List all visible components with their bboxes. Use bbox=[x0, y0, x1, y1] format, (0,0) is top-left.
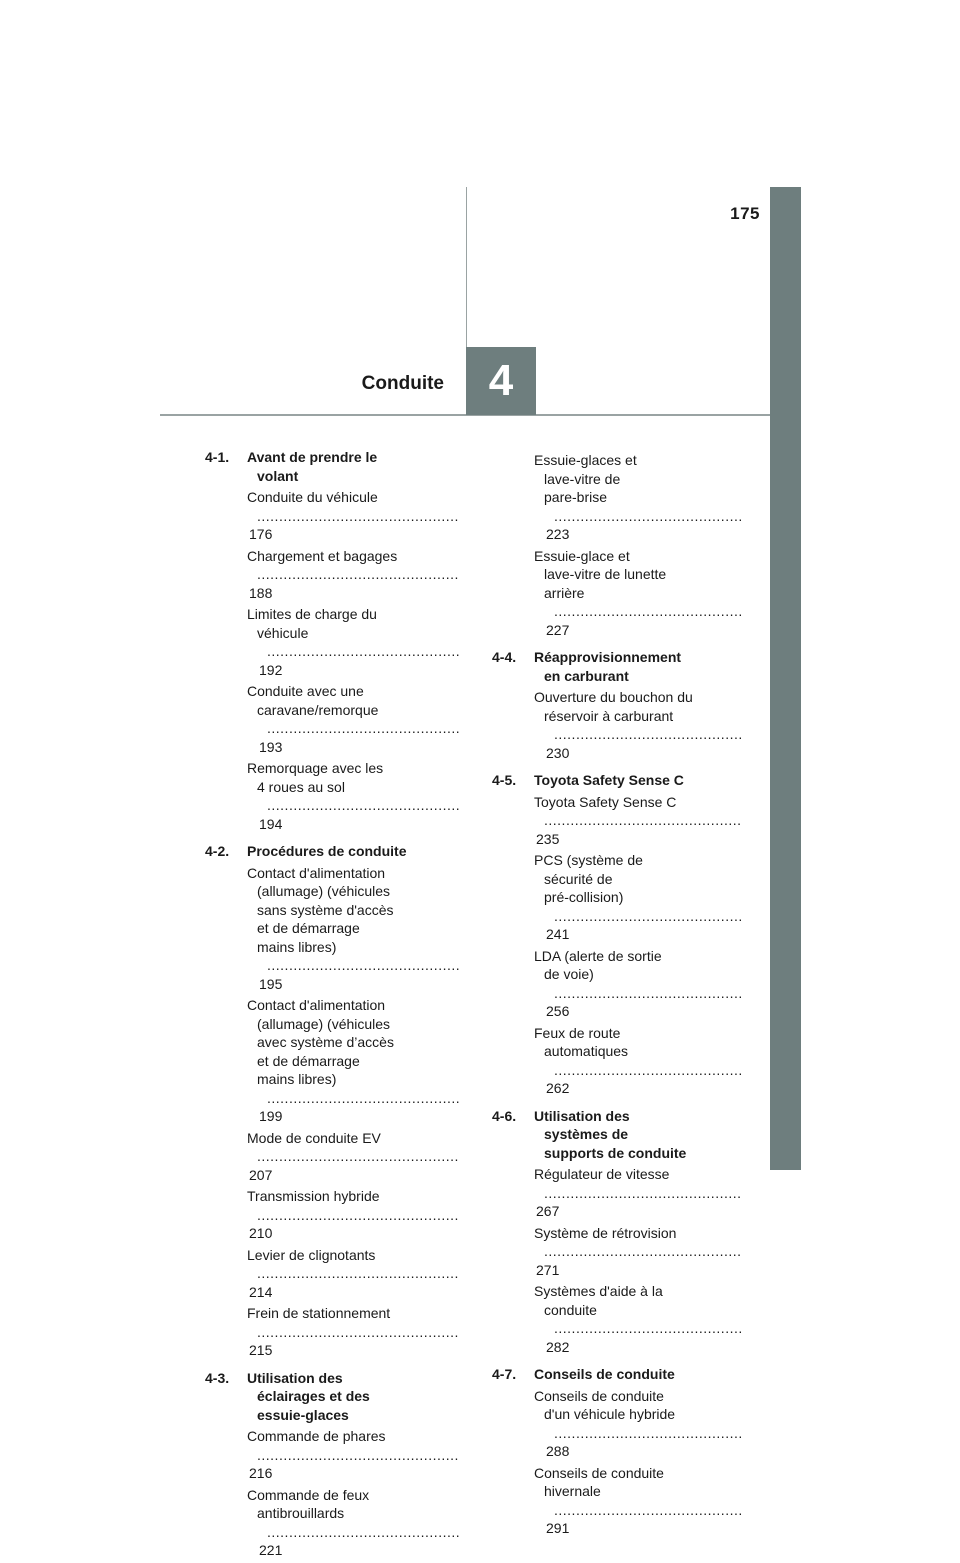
toc-entry-line: (allumage) (véhicules bbox=[257, 1015, 391, 1032]
section-title-line: Réapprovisionnement bbox=[534, 649, 682, 665]
toc-page-number: 195 bbox=[259, 975, 283, 992]
toc-entry-leader-line bbox=[247, 1427, 460, 1483]
toc-entry-text: arrière bbox=[544, 584, 585, 601]
dot-leader bbox=[544, 984, 742, 1003]
chapter-title: Conduite bbox=[361, 373, 444, 394]
chapter-side-tab bbox=[770, 187, 801, 1170]
toc-entry-leader-line bbox=[534, 1224, 742, 1280]
toc-entry-leader-line bbox=[534, 1301, 742, 1357]
section-title bbox=[534, 1107, 742, 1163]
dot-leader bbox=[544, 1319, 742, 1338]
section-title-line: Conseils de conduite bbox=[534, 1366, 675, 1382]
toc-entry[interactable] bbox=[534, 1387, 742, 1461]
section-title-line: en carburant bbox=[544, 667, 629, 684]
section-title bbox=[247, 448, 460, 485]
section-number: 4-7. bbox=[492, 1366, 517, 1382]
toc-entry-line: et de démarrage bbox=[257, 920, 360, 936]
toc-entry-leader-line bbox=[534, 965, 742, 1021]
toc-entry-text: Toyota Safety Sense C bbox=[534, 793, 677, 810]
section-title-line: Avant de prendre le bbox=[247, 449, 378, 465]
section-title-line: essuie-glaces bbox=[257, 1406, 349, 1423]
toc-entry-text: Système de rétrovision bbox=[534, 1224, 677, 1241]
dot-leader bbox=[247, 565, 460, 584]
toc-entry-leader-line bbox=[247, 701, 460, 757]
toc-entry[interactable] bbox=[534, 947, 742, 1021]
toc-entry[interactable] bbox=[247, 605, 460, 679]
toc-entry-leader-line bbox=[534, 1165, 742, 1221]
toc-entry-leader-line bbox=[247, 1070, 460, 1126]
dot-leader bbox=[247, 1147, 460, 1166]
toc-page-number: 271 bbox=[536, 1261, 560, 1278]
toc-entry-leader-line bbox=[534, 1482, 742, 1538]
dot-leader bbox=[544, 1061, 742, 1080]
toc-entry[interactable] bbox=[247, 759, 460, 833]
toc-entry-line: Ouverture du bouchon du bbox=[534, 689, 693, 705]
toc-entry-text: réservoir à carburant bbox=[544, 707, 674, 724]
toc-page-number: 230 bbox=[546, 744, 570, 761]
toc-entry-line: Conduite avec une bbox=[247, 683, 364, 699]
toc-entry-text: d'un véhicule hybride bbox=[544, 1406, 676, 1422]
toc-entry-leader-line bbox=[247, 1129, 460, 1185]
toc-entry-leader-line bbox=[534, 1042, 742, 1098]
toc-page-number: 214 bbox=[249, 1283, 273, 1300]
toc-page-number: 216 bbox=[249, 1465, 273, 1481]
toc-page-number: 221 bbox=[259, 1542, 283, 1558]
dot-leader bbox=[544, 602, 742, 621]
toc-entry[interactable] bbox=[534, 1464, 742, 1538]
toc-section-heading bbox=[492, 771, 742, 790]
toc-entry-line: sans système d'accès bbox=[257, 901, 394, 918]
toc-entry-leader-line bbox=[247, 1187, 460, 1243]
chapter-number-box: 4 bbox=[466, 347, 536, 415]
toc-entry-line: avec système d’accès bbox=[257, 1034, 394, 1050]
toc-entry-leader-line bbox=[247, 624, 460, 680]
toc-entry[interactable] bbox=[534, 547, 742, 640]
section-number: 4-1. bbox=[205, 449, 230, 465]
toc-entry-leader-line bbox=[247, 938, 460, 994]
toc-entry-leader-line bbox=[247, 1246, 460, 1302]
section-title-line: Procédures de conduite bbox=[247, 843, 407, 859]
toc-entry-text: Chargement et bagages bbox=[247, 547, 398, 564]
toc-entry[interactable] bbox=[247, 1486, 460, 1560]
toc-entry-leader-line bbox=[534, 707, 742, 763]
dot-leader bbox=[534, 811, 742, 830]
toc-entry[interactable] bbox=[247, 1304, 460, 1360]
toc-entry-text: Frein de stationnement bbox=[247, 1305, 391, 1321]
section-title-line: Utilisation des bbox=[247, 1369, 343, 1386]
toc-right-column bbox=[492, 451, 742, 1541]
toc-entry-line: Systèmes d'aide à la bbox=[534, 1283, 663, 1299]
toc-entry-text: caravane/remorque bbox=[257, 701, 379, 718]
toc-entry[interactable] bbox=[534, 451, 742, 544]
dot-leader bbox=[544, 907, 742, 926]
section-number: 4-6. bbox=[492, 1107, 517, 1124]
toc-left-column bbox=[205, 448, 460, 1563]
section-title-line: Utilisation des bbox=[534, 1107, 630, 1124]
section-title-line: éclairages et des bbox=[257, 1388, 370, 1404]
toc-page-number: 282 bbox=[546, 1338, 570, 1355]
toc-page-number: 262 bbox=[546, 1080, 570, 1096]
toc-entry-text: Conduite du véhicule bbox=[247, 489, 378, 505]
dot-leader bbox=[534, 1184, 742, 1203]
toc-entry-line: et de démarrage bbox=[257, 1052, 360, 1069]
toc-entry-text: conduite bbox=[544, 1301, 597, 1318]
toc-entry[interactable] bbox=[247, 1427, 460, 1483]
toc-entry-text: 4 roues au sol bbox=[257, 778, 345, 795]
toc-entry-text: Mode de conduite EV bbox=[247, 1129, 381, 1146]
dot-leader bbox=[257, 642, 460, 661]
toc-page-number: 199 bbox=[259, 1108, 283, 1124]
toc-entry-text: Régulateur de vitesse bbox=[534, 1166, 670, 1182]
dot-leader bbox=[247, 1264, 460, 1283]
toc-entry-line: Essuie-glaces et bbox=[534, 452, 637, 468]
toc-entry[interactable] bbox=[534, 1282, 742, 1356]
toc-page-number: 288 bbox=[546, 1443, 570, 1459]
toc-page-number: 256 bbox=[546, 1003, 570, 1019]
toc-page-number: 267 bbox=[536, 1203, 560, 1219]
toc-entry-line: Essuie-glace et bbox=[534, 547, 630, 564]
toc-page-number: 193 bbox=[259, 738, 283, 755]
toc-page-number: 227 bbox=[546, 621, 570, 638]
toc-entry[interactable] bbox=[247, 682, 460, 756]
dot-leader bbox=[534, 1242, 742, 1261]
toc-entry-line: Remorquage avec les bbox=[247, 760, 384, 776]
toc-entry-leader-line bbox=[534, 488, 742, 544]
dot-leader bbox=[247, 1206, 460, 1225]
section-number: 4-4. bbox=[492, 649, 517, 665]
toc-entry-line: Feux de route bbox=[534, 1024, 621, 1041]
toc-entry-text: automatiques bbox=[544, 1043, 629, 1059]
toc-section-heading bbox=[492, 1365, 742, 1384]
toc-entry-leader-line bbox=[534, 888, 742, 944]
toc-entry-text: Commande de phares bbox=[247, 1428, 386, 1444]
toc-entry-text: pré-collision) bbox=[544, 889, 624, 905]
toc-entry-leader-line bbox=[247, 778, 460, 834]
toc-entry[interactable] bbox=[534, 851, 742, 944]
toc-entry[interactable] bbox=[247, 996, 460, 1126]
toc-section-heading bbox=[205, 448, 460, 485]
toc-entry-text: pare-brise bbox=[544, 489, 608, 505]
dot-leader bbox=[544, 1501, 742, 1520]
toc-entry-leader-line bbox=[247, 1504, 460, 1560]
toc-section-heading bbox=[492, 1107, 742, 1163]
dot-leader bbox=[544, 507, 742, 526]
dot-leader bbox=[247, 1323, 460, 1342]
toc-entry[interactable] bbox=[534, 793, 742, 849]
toc-entry-text: hivernale bbox=[544, 1483, 601, 1499]
section-number: 4-3. bbox=[205, 1369, 230, 1386]
toc-entry-line: Conseils de conduite bbox=[534, 1387, 664, 1404]
toc-entry[interactable] bbox=[247, 864, 460, 994]
dot-leader bbox=[257, 796, 460, 815]
section-title bbox=[247, 1369, 460, 1425]
section-title-line: supports de conduite bbox=[544, 1144, 687, 1161]
toc-entry-leader-line bbox=[247, 547, 460, 603]
toc-page-number: 241 bbox=[546, 926, 570, 942]
dot-leader bbox=[247, 1446, 460, 1465]
section-title-line: Toyota Safety Sense C bbox=[534, 772, 684, 788]
dot-leader bbox=[247, 507, 460, 526]
toc-page-number: 192 bbox=[259, 661, 283, 678]
toc-page-number: 210 bbox=[249, 1225, 273, 1241]
section-title bbox=[534, 648, 742, 685]
toc-page-number: 223 bbox=[546, 526, 570, 542]
toc-entry[interactable] bbox=[534, 1165, 742, 1221]
toc-section-heading bbox=[492, 648, 742, 685]
toc-entry-line: Contact d'alimentation bbox=[247, 864, 386, 881]
dot-leader bbox=[257, 1089, 460, 1108]
toc-entry-line: lave-vitre de bbox=[544, 470, 621, 487]
toc-entry-text: véhicule bbox=[257, 624, 309, 641]
toc-page-number: 215 bbox=[249, 1342, 273, 1358]
toc-entry-text: antibrouillards bbox=[257, 1505, 345, 1521]
toc-entry-text: de voie) bbox=[544, 966, 594, 982]
toc-entry[interactable] bbox=[247, 1246, 460, 1302]
dot-leader bbox=[544, 725, 742, 744]
section-number: 4-2. bbox=[205, 843, 230, 859]
toc-entry[interactable] bbox=[247, 1129, 460, 1185]
toc-entry[interactable] bbox=[534, 688, 742, 762]
toc-entry[interactable] bbox=[247, 488, 460, 544]
toc-entry-line: lave-vitre de lunette bbox=[544, 566, 667, 582]
dot-leader bbox=[257, 956, 460, 975]
toc-page-number: 291 bbox=[546, 1520, 570, 1536]
toc-entry-text: mains libres) bbox=[257, 1071, 337, 1087]
toc-page-number: 188 bbox=[249, 584, 273, 601]
toc-entry-line: PCS (système de bbox=[534, 852, 643, 868]
toc-entry-leader-line bbox=[534, 584, 742, 640]
toc-entry-line: Conseils de conduite bbox=[534, 1464, 664, 1481]
section-title-line: systèmes de bbox=[544, 1126, 629, 1142]
toc-entry[interactable] bbox=[534, 1224, 742, 1280]
toc-section-heading bbox=[205, 1369, 460, 1425]
toc-entry-line: (allumage) (véhicules bbox=[257, 883, 391, 899]
section-title bbox=[534, 1365, 742, 1384]
dot-leader bbox=[544, 1424, 742, 1443]
toc-page-number: 235 bbox=[536, 830, 560, 847]
toc-entry-text: Levier de clignotants bbox=[247, 1246, 376, 1263]
toc-page-number: 207 bbox=[249, 1166, 273, 1183]
toc-entry[interactable] bbox=[247, 1187, 460, 1243]
toc-entry-line: Limites de charge du bbox=[247, 606, 377, 622]
page-number: 175 bbox=[730, 204, 760, 223]
toc-entry-line: Commande de feux bbox=[247, 1486, 370, 1503]
toc-entry[interactable] bbox=[534, 1024, 742, 1098]
toc-page-number: 176 bbox=[249, 526, 273, 542]
toc-entry-leader-line bbox=[247, 1304, 460, 1360]
section-number: 4-5. bbox=[492, 772, 517, 788]
section-title bbox=[247, 842, 460, 861]
toc-section-heading bbox=[205, 842, 460, 861]
toc-entry-text: Transmission hybride bbox=[247, 1188, 380, 1204]
toc-entry-text: mains libres) bbox=[257, 938, 337, 955]
toc-entry-leader-line bbox=[247, 488, 460, 544]
toc-entry[interactable] bbox=[247, 547, 460, 603]
dot-leader bbox=[257, 719, 460, 738]
section-title bbox=[534, 771, 742, 790]
toc-entry-leader-line bbox=[534, 1405, 742, 1461]
section-title-line: volant bbox=[257, 467, 299, 484]
dot-leader bbox=[257, 1523, 460, 1542]
toc-entry-line: LDA (alerte de sortie bbox=[534, 947, 662, 964]
toc-page-number: 194 bbox=[259, 815, 283, 832]
toc-entry-line: sécurité de bbox=[544, 870, 613, 887]
toc-entry-line: Contact d'alimentation bbox=[247, 997, 386, 1013]
toc-entry-leader-line bbox=[534, 793, 742, 849]
horizontal-divider bbox=[160, 414, 770, 416]
